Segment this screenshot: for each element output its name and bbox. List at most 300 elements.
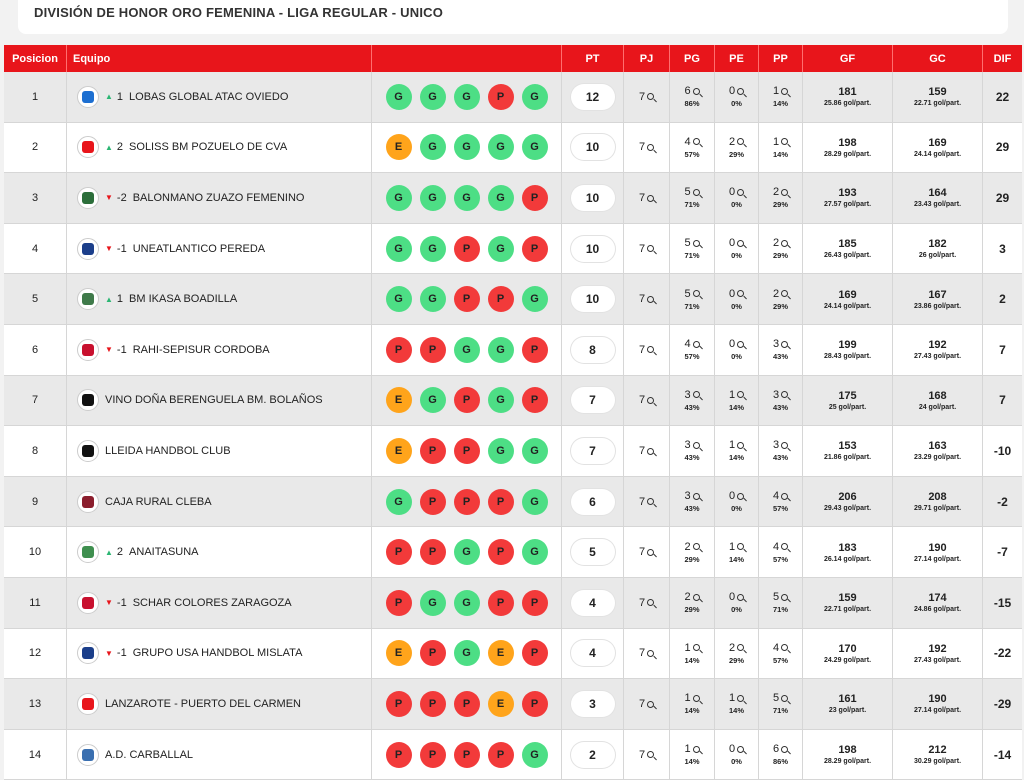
- pp-value: 3: [772, 439, 780, 452]
- pe-value: 2: [728, 641, 736, 654]
- dif-value: -29: [983, 679, 1022, 730]
- search-icon[interactable]: [781, 543, 788, 550]
- form-badge: G: [522, 438, 548, 464]
- gc-average: 23.86 gol/part.: [913, 302, 962, 310]
- points-pill: 7: [571, 387, 615, 413]
- form-badge: P: [386, 539, 412, 565]
- dif-value: 22: [983, 72, 1022, 123]
- pg-value: 3: [684, 490, 691, 503]
- trend-value: -1: [116, 343, 127, 356]
- pp-percent: 86%: [772, 757, 788, 767]
- pe-percent: 29%: [728, 655, 744, 665]
- table-row[interactable]: [4, 730, 1022, 780]
- points-pill: 10: [571, 185, 615, 211]
- team-name-link[interactable]: ANAITASUNA: [129, 546, 199, 559]
- pe-value: 0: [728, 338, 736, 351]
- table-row[interactable]: [4, 578, 1022, 629]
- pp-value: 2: [772, 287, 780, 300]
- pg-value: 3: [684, 388, 691, 401]
- gf-average: 24.14 gol/part.: [823, 302, 872, 310]
- search-icon[interactable]: [647, 346, 654, 353]
- pp-value: 3: [772, 338, 780, 351]
- search-icon[interactable]: [647, 296, 654, 303]
- search-icon[interactable]: [693, 290, 700, 297]
- search-icon[interactable]: [781, 240, 788, 247]
- search-icon[interactable]: [737, 88, 744, 95]
- pg-percent: 29%: [684, 554, 700, 564]
- gf-value: 185: [838, 238, 857, 251]
- recent-form: [372, 236, 561, 262]
- trend-value: -2: [116, 191, 127, 204]
- pe-percent: 14%: [728, 453, 744, 463]
- gf-average: 28.29 gol/part.: [823, 758, 872, 766]
- gf-average: 29.43 gol/part.: [823, 505, 872, 513]
- position-cell: 6: [4, 325, 67, 376]
- pp-percent: 71%: [772, 605, 788, 615]
- team-logo-icon: [77, 491, 99, 513]
- pj-value: 7: [638, 141, 646, 154]
- pp-percent: 57%: [772, 655, 788, 665]
- position-cell: 8: [4, 426, 67, 477]
- points-pill: 10: [571, 236, 615, 262]
- form-badge: G: [488, 438, 514, 464]
- team-name-link[interactable]: A.D. CARBALLAL: [105, 748, 194, 761]
- search-icon[interactable]: [647, 93, 654, 100]
- recent-form: [372, 185, 561, 211]
- dif-value: -14: [983, 730, 1022, 780]
- team-name-link[interactable]: RAHI-SEPISUR CORDOBA: [132, 343, 270, 356]
- form-badge: P: [420, 539, 446, 565]
- recent-form: [372, 134, 561, 160]
- search-icon[interactable]: [737, 644, 744, 651]
- search-icon[interactable]: [781, 88, 788, 95]
- search-icon[interactable]: [781, 442, 788, 449]
- form-badge: G: [420, 590, 446, 616]
- pj-value: 7: [638, 647, 646, 660]
- trend-value: -1: [116, 242, 127, 255]
- search-icon[interactable]: [781, 138, 788, 145]
- table-row[interactable]: [4, 376, 1022, 427]
- form-badge: P: [386, 337, 412, 363]
- form-badge: G: [522, 286, 548, 312]
- dif-value: -22: [983, 629, 1022, 680]
- pp-value: 2: [772, 237, 780, 250]
- gc-average: 24 gol/part.: [918, 403, 957, 411]
- search-icon[interactable]: [737, 594, 744, 601]
- search-icon[interactable]: [647, 245, 654, 252]
- form-badge: G: [420, 134, 446, 160]
- gf-average: 28.43 gol/part.: [823, 353, 872, 361]
- team-name-link[interactable]: BM IKASA BOADILLA: [129, 293, 238, 306]
- form-badge: G: [386, 185, 412, 211]
- search-icon[interactable]: [647, 701, 654, 708]
- pg-value: 5: [684, 287, 691, 300]
- position-cell: 11: [4, 578, 67, 629]
- dif-value: 29: [983, 123, 1022, 174]
- gf-average: 24.29 gol/part.: [823, 656, 872, 664]
- gc-average: 27.14 gol/part.: [913, 555, 962, 563]
- search-icon[interactable]: [693, 543, 700, 550]
- form-badge: G: [454, 640, 480, 666]
- position-cell: 3: [4, 173, 67, 224]
- pp-value: 3: [772, 388, 780, 401]
- pp-percent: 29%: [772, 200, 788, 210]
- search-icon[interactable]: [781, 493, 788, 500]
- team-name-link[interactable]: LLEIDA HANDBOL CLUB: [105, 444, 231, 457]
- pe-value: 0: [728, 743, 736, 756]
- position-cell: 12: [4, 629, 67, 680]
- dif-value: -10: [983, 426, 1022, 477]
- form-badge: P: [454, 236, 480, 262]
- team-name-link[interactable]: VINO DOÑA BERENGUELA BM. BOLAÑOS: [105, 394, 323, 407]
- search-icon[interactable]: [647, 448, 654, 455]
- search-icon[interactable]: [737, 240, 744, 247]
- pg-value: 4: [684, 338, 691, 351]
- gc-average: 26 gol/part.: [918, 252, 957, 260]
- gc-value: 169: [928, 136, 947, 149]
- table-row[interactable]: [4, 679, 1022, 730]
- form-badge: G: [454, 134, 480, 160]
- trend-up-icon: ▲: [105, 547, 113, 557]
- pg-percent: 14%: [684, 655, 700, 665]
- pg-percent: 86%: [684, 99, 700, 109]
- gf-value: 193: [838, 187, 857, 200]
- col-pe[interactable]: PE: [715, 45, 759, 72]
- form-badge: P: [420, 337, 446, 363]
- gf-value: 159: [838, 592, 857, 605]
- gc-value: 164: [928, 187, 947, 200]
- pj-value: 7: [638, 90, 646, 103]
- search-icon[interactable]: [647, 549, 654, 556]
- trend-value: 2: [116, 141, 124, 154]
- position-cell: 5: [4, 274, 67, 325]
- form-badge: G: [488, 185, 514, 211]
- recent-form: [372, 84, 561, 110]
- team-logo-icon: [77, 238, 99, 260]
- search-icon[interactable]: [647, 650, 654, 657]
- search-icon[interactable]: [781, 644, 788, 651]
- pg-percent: 29%: [684, 605, 700, 615]
- pp-percent: 43%: [772, 402, 788, 412]
- form-badge: G: [488, 337, 514, 363]
- form-badge: G: [522, 742, 548, 768]
- table-row[interactable]: [4, 325, 1022, 376]
- trend-value: 1: [116, 90, 124, 103]
- search-icon[interactable]: [647, 195, 654, 202]
- form-badge: G: [454, 185, 480, 211]
- position-cell: 7: [4, 376, 67, 427]
- search-icon[interactable]: [693, 391, 700, 398]
- search-icon[interactable]: [737, 290, 744, 297]
- form-badge: P: [522, 691, 548, 717]
- team-logo-icon: [77, 86, 99, 108]
- col-posicion[interactable]: Posicion: [4, 45, 67, 72]
- table-row[interactable]: [4, 629, 1022, 680]
- trend-down-icon: ▼: [105, 345, 113, 355]
- pg-value: 1: [684, 692, 691, 705]
- position-cell: 10: [4, 527, 67, 578]
- search-icon[interactable]: [693, 138, 700, 145]
- dif-value: -2: [983, 477, 1022, 528]
- team-name-link[interactable]: CAJA RURAL CLEBA: [105, 495, 212, 508]
- search-icon[interactable]: [781, 189, 788, 196]
- pp-value: 2: [772, 186, 780, 199]
- dif-value: -15: [983, 578, 1022, 629]
- form-badge: P: [454, 387, 480, 413]
- form-badge: P: [488, 590, 514, 616]
- gc-value: 212: [928, 744, 947, 757]
- pj-value: 7: [638, 596, 646, 609]
- col-equipo[interactable]: Equipo: [67, 45, 372, 72]
- search-icon[interactable]: [647, 599, 654, 606]
- pe-value: 1: [728, 540, 736, 553]
- form-badge: G: [522, 489, 548, 515]
- col-dif[interactable]: DIF: [983, 45, 1022, 72]
- team-logo-icon: [77, 541, 99, 563]
- gc-average: 22.71 gol/part.: [913, 100, 962, 108]
- form-badge: G: [420, 286, 446, 312]
- pe-value: 0: [728, 237, 736, 250]
- col-pt[interactable]: PT: [562, 45, 624, 72]
- search-icon[interactable]: [781, 391, 788, 398]
- form-badge: P: [386, 590, 412, 616]
- pg-percent: 71%: [684, 251, 700, 261]
- form-badge: P: [454, 742, 480, 768]
- recent-form: [372, 489, 561, 515]
- gc-average: 23.29 gol/part.: [913, 454, 962, 462]
- trend-down-icon: ▼: [105, 244, 113, 254]
- form-badge: P: [488, 742, 514, 768]
- team-name-link[interactable]: LOBAS GLOBAL ATAC OVIEDO: [129, 90, 289, 103]
- pg-value: 3: [684, 439, 691, 452]
- pg-value: 4: [684, 135, 691, 148]
- trend-value: -1: [116, 596, 127, 609]
- col-form: [372, 45, 562, 72]
- gf-value: 175: [838, 389, 857, 402]
- gc-average: 24.86 gol/part.: [913, 606, 962, 614]
- form-badge: G: [386, 236, 412, 262]
- col-pg[interactable]: PG: [670, 45, 715, 72]
- search-icon[interactable]: [693, 695, 700, 702]
- search-icon[interactable]: [647, 751, 654, 758]
- form-badge: P: [522, 590, 548, 616]
- table-row[interactable]: [4, 173, 1022, 224]
- col-pp[interactable]: PP: [759, 45, 803, 72]
- trend-down-icon: ▼: [105, 598, 113, 608]
- search-icon[interactable]: [781, 290, 788, 297]
- search-icon[interactable]: [693, 746, 700, 753]
- points-pill: 4: [571, 590, 615, 616]
- position-cell: 1: [4, 72, 67, 123]
- table-row[interactable]: [4, 123, 1022, 174]
- gc-average: 24.14 gol/part.: [913, 150, 962, 158]
- col-gf[interactable]: GF: [803, 45, 893, 72]
- col-gc[interactable]: GC: [893, 45, 983, 72]
- search-icon[interactable]: [781, 594, 788, 601]
- team-name-link[interactable]: GRUPO USA HANDBOL MISLATA: [132, 647, 303, 660]
- pg-value: 6: [684, 85, 691, 98]
- gf-average: 25 gol/part.: [828, 403, 867, 411]
- pe-percent: 29%: [728, 149, 744, 159]
- gc-value: 159: [928, 86, 947, 99]
- trend-up-icon: ▲: [105, 294, 113, 304]
- form-badge: G: [420, 84, 446, 110]
- pe-value: 0: [728, 85, 736, 98]
- form-badge: E: [488, 640, 514, 666]
- gf-value: 198: [838, 136, 857, 149]
- pe-percent: 14%: [728, 402, 744, 412]
- form-badge: P: [386, 742, 412, 768]
- points-pill: 10: [571, 134, 615, 160]
- table-row[interactable]: [4, 527, 1022, 578]
- gf-value: 169: [838, 288, 857, 301]
- form-badge: E: [386, 387, 412, 413]
- gf-value: 161: [838, 693, 857, 706]
- gc-value: 163: [928, 440, 947, 453]
- search-icon[interactable]: [647, 397, 654, 404]
- pe-percent: 0%: [731, 605, 742, 615]
- recent-form: [372, 742, 561, 768]
- table-row[interactable]: [4, 224, 1022, 275]
- search-icon[interactable]: [693, 594, 700, 601]
- gf-value: 206: [838, 491, 857, 504]
- team-logo-icon: [77, 440, 99, 462]
- gf-average: 26.43 gol/part.: [823, 252, 872, 260]
- table-row[interactable]: [4, 72, 1022, 123]
- pg-percent: 43%: [684, 453, 700, 463]
- recent-form: [372, 640, 561, 666]
- search-icon[interactable]: [693, 240, 700, 247]
- pe-value: 0: [728, 490, 736, 503]
- search-icon[interactable]: [737, 695, 744, 702]
- points-pill: 6: [571, 489, 615, 515]
- pg-percent: 14%: [684, 706, 700, 716]
- search-icon[interactable]: [737, 138, 744, 145]
- search-icon[interactable]: [693, 442, 700, 449]
- pe-percent: 0%: [731, 504, 742, 514]
- search-icon[interactable]: [647, 498, 654, 505]
- form-badge: G: [454, 539, 480, 565]
- pp-percent: 43%: [772, 352, 788, 362]
- pg-value: 5: [684, 237, 691, 250]
- search-icon[interactable]: [693, 493, 700, 500]
- pg-value: 2: [684, 540, 691, 553]
- team-name-link[interactable]: UNEATLANTICO PEREDA: [132, 242, 266, 255]
- position-cell: 2: [4, 123, 67, 174]
- pp-percent: 57%: [772, 554, 788, 564]
- pg-value: 2: [684, 591, 691, 604]
- gf-average: 21.86 gol/part.: [823, 454, 872, 462]
- recent-form: [372, 438, 561, 464]
- search-icon[interactable]: [781, 695, 788, 702]
- title-card: [18, 0, 1008, 34]
- pe-percent: 0%: [731, 251, 742, 261]
- form-badge: G: [454, 84, 480, 110]
- team-logo-icon: [77, 339, 99, 361]
- team-logo-icon: [77, 288, 99, 310]
- pj-value: 7: [638, 495, 646, 508]
- pj-value: 7: [638, 191, 646, 204]
- team-name-link[interactable]: SOLISS BM POZUELO DE CVA: [129, 141, 288, 154]
- gc-value: 174: [928, 592, 947, 605]
- gf-value: 170: [838, 642, 857, 655]
- position-cell: 14: [4, 730, 67, 780]
- gc-average: 27.43 gol/part.: [913, 656, 962, 664]
- pp-percent: 29%: [772, 301, 788, 311]
- search-icon[interactable]: [781, 341, 788, 348]
- search-icon[interactable]: [647, 144, 654, 151]
- table-row[interactable]: [4, 274, 1022, 325]
- gc-average: 29.71 gol/part.: [913, 505, 962, 513]
- points-pill: 7: [571, 438, 615, 464]
- gc-value: 168: [928, 389, 947, 402]
- team-logo-icon: [77, 187, 99, 209]
- search-icon[interactable]: [781, 746, 788, 753]
- search-icon[interactable]: [737, 341, 744, 348]
- pe-value: 1: [728, 388, 736, 401]
- table-row[interactable]: [4, 477, 1022, 528]
- form-badge: P: [454, 438, 480, 464]
- search-icon[interactable]: [693, 189, 700, 196]
- pe-percent: 0%: [731, 301, 742, 311]
- pe-value: 2: [728, 135, 736, 148]
- team-name-link[interactable]: BALONMANO ZUAZO FEMENINO: [132, 191, 305, 204]
- table-header: [4, 45, 1022, 72]
- pp-percent: 71%: [772, 706, 788, 716]
- search-icon[interactable]: [737, 746, 744, 753]
- gf-value: 183: [838, 541, 857, 554]
- pp-value: 4: [772, 490, 780, 503]
- form-badge: P: [454, 691, 480, 717]
- dif-value: 7: [983, 325, 1022, 376]
- pp-value: 4: [772, 641, 780, 654]
- search-icon[interactable]: [693, 644, 700, 651]
- form-badge: P: [420, 742, 446, 768]
- search-icon[interactable]: [737, 543, 744, 550]
- search-icon[interactable]: [737, 391, 744, 398]
- gc-average: 30.29 gol/part.: [913, 758, 962, 766]
- search-icon[interactable]: [737, 493, 744, 500]
- table-row[interactable]: [4, 426, 1022, 477]
- team-name-link[interactable]: LANZAROTE - PUERTO DEL CARMEN: [105, 697, 301, 710]
- gf-average: 25.86 gol/part.: [823, 100, 872, 108]
- form-badge: P: [488, 84, 514, 110]
- search-icon[interactable]: [693, 341, 700, 348]
- recent-form: [372, 387, 561, 413]
- trend-up-icon: ▲: [105, 92, 113, 102]
- form-badge: P: [522, 640, 548, 666]
- col-pj[interactable]: PJ: [624, 45, 670, 72]
- dif-value: 7: [983, 376, 1022, 427]
- form-badge: G: [420, 236, 446, 262]
- team-logo-icon: [77, 592, 99, 614]
- pp-percent: 43%: [772, 453, 788, 463]
- form-badge: P: [522, 185, 548, 211]
- search-icon[interactable]: [693, 88, 700, 95]
- points-pill: 2: [571, 742, 615, 768]
- gc-average: 27.43 gol/part.: [913, 353, 962, 361]
- team-name-link[interactable]: SCHAR COLORES ZARAGOZA: [132, 596, 292, 609]
- form-badge: P: [420, 438, 446, 464]
- search-icon[interactable]: [737, 189, 744, 196]
- points-pill: 8: [571, 337, 615, 363]
- search-icon[interactable]: [737, 442, 744, 449]
- gf-average: 28.29 gol/part.: [823, 150, 872, 158]
- gf-value: 198: [838, 744, 857, 757]
- pe-percent: 0%: [731, 757, 742, 767]
- trend-value: -1: [116, 647, 127, 660]
- recent-form: [372, 337, 561, 363]
